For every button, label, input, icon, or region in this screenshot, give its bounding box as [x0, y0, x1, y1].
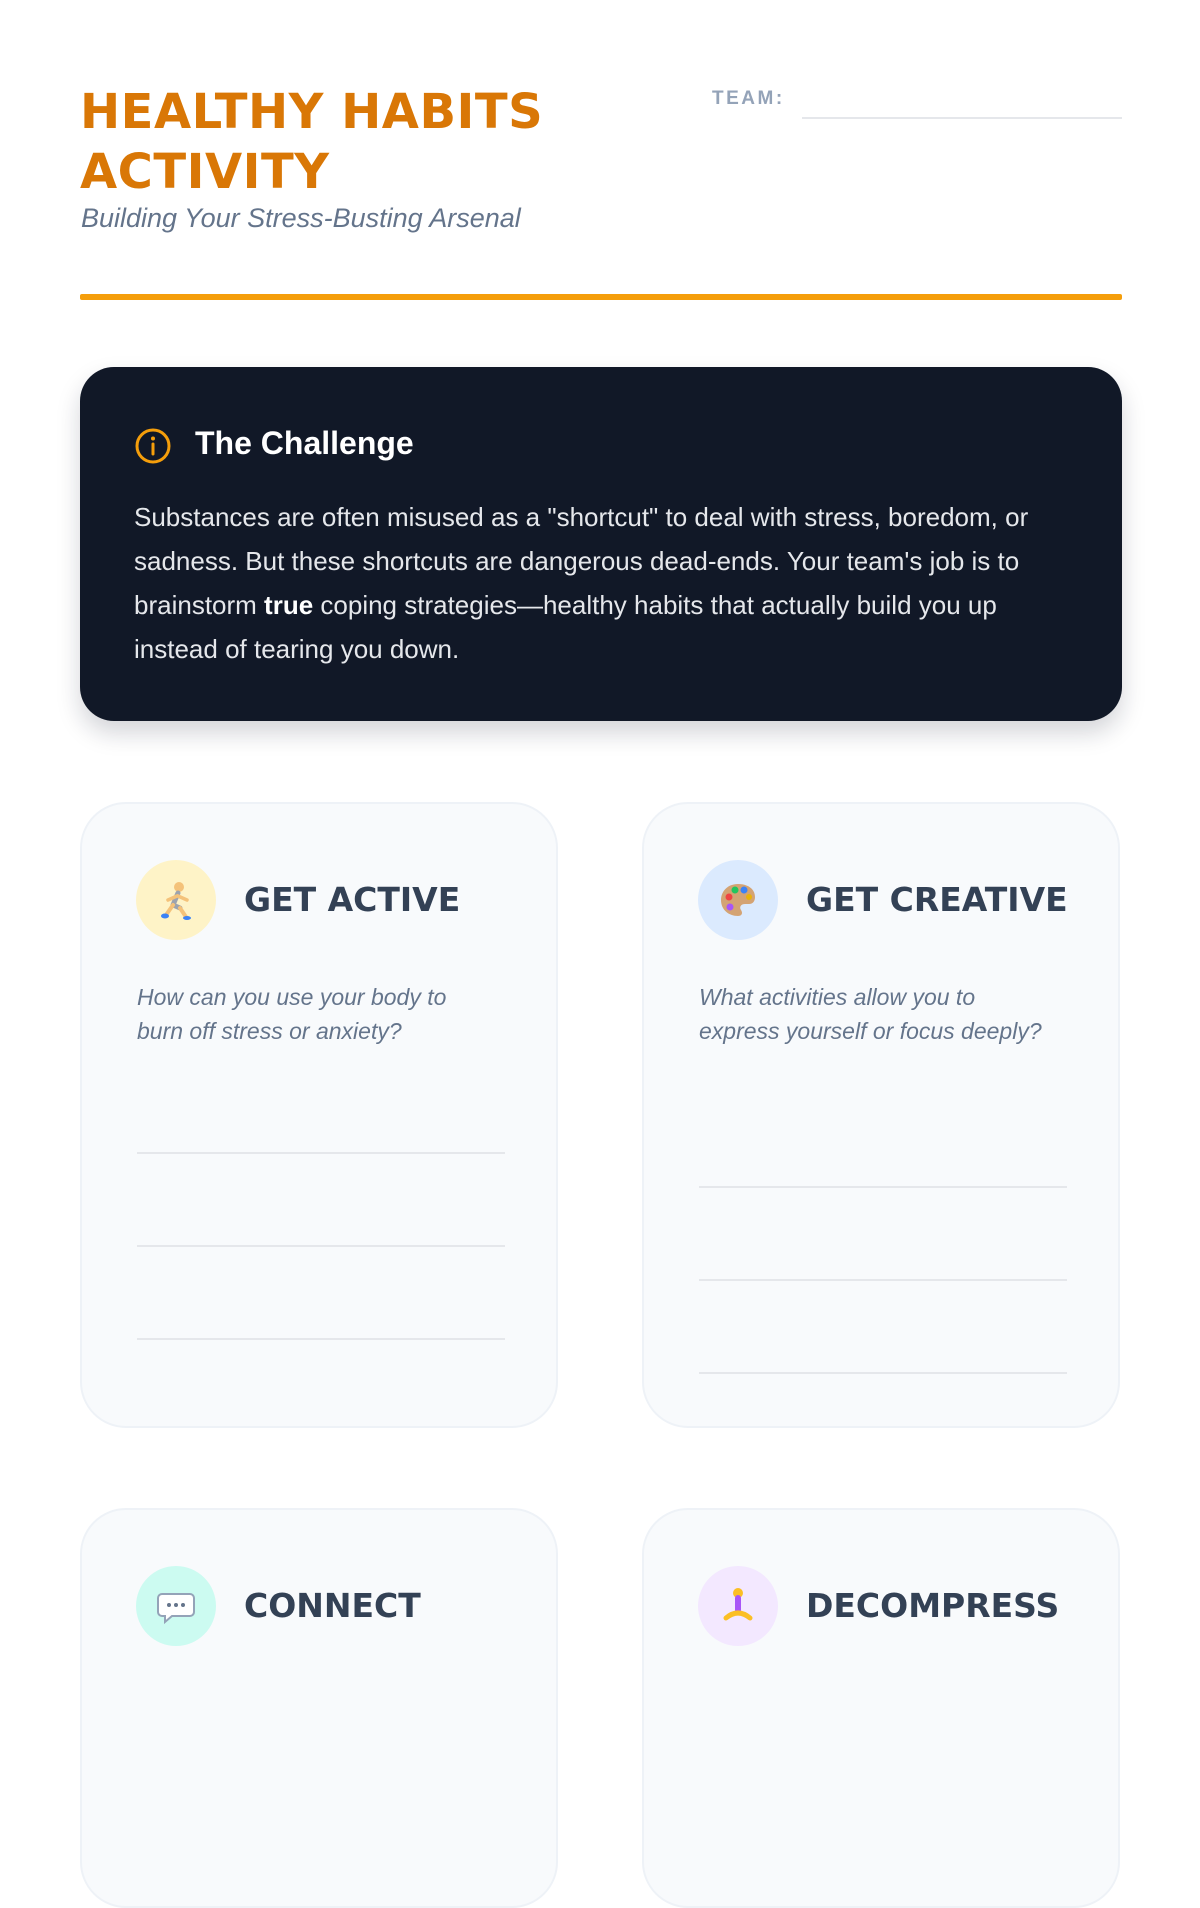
- team-name-field[interactable]: [802, 117, 1122, 119]
- answer-line[interactable]: [699, 1186, 1067, 1188]
- answer-line[interactable]: [699, 1279, 1067, 1281]
- challenge-text-emphasis: true: [264, 590, 314, 620]
- card-title: DECOMPRESS: [806, 1586, 1060, 1625]
- challenge-text: [134, 495, 1064, 671]
- speech-bubble-icon: [156, 1586, 196, 1626]
- answer-line[interactable]: [137, 1245, 505, 1247]
- meditation-icon: [718, 1586, 758, 1626]
- challenge-title: The Challenge: [195, 425, 414, 461]
- habit-card-connect: [80, 1508, 558, 1908]
- challenge-text-part: Substances are often misused as a "shortcut" to deal with stress, boredom, or sadness. But these shortcuts are dangerous dead-ends. Your team's job is to brainstorm: [134, 502, 1029, 620]
- card-question: What activities allow you to express yourself or focus deeply?: [699, 984, 1042, 1044]
- habit-card-decompress: [642, 1508, 1120, 1908]
- card-title: GET CREATIVE: [806, 880, 1068, 919]
- header-divider: [80, 294, 1122, 300]
- challenge-text-part: coping strategies—healthy habits that actually build you up instead of tearing you down.: [134, 590, 997, 664]
- answer-line[interactable]: [137, 1338, 505, 1340]
- habit-card-get-creative: [642, 802, 1120, 1428]
- runner-icon: [156, 880, 196, 920]
- team-label: TEAM:: [712, 88, 785, 109]
- card-icon-circle: [136, 860, 216, 940]
- page-title: HEALTHY HABITS ACTIVITY: [80, 84, 544, 200]
- habit-card-get-active: [80, 802, 558, 1428]
- challenge-card: [80, 367, 1122, 721]
- card-icon-circle: [698, 860, 778, 940]
- info-icon: [134, 427, 172, 465]
- card-question: How can you use your body to burn off stress or anxiety?: [137, 984, 447, 1044]
- answer-line[interactable]: [699, 1372, 1067, 1374]
- card-icon-circle: [136, 1566, 216, 1646]
- card-title: GET ACTIVE: [244, 880, 461, 919]
- card-title: CONNECT: [244, 1586, 421, 1625]
- palette-icon: [718, 880, 758, 920]
- page-subtitle: Building Your Stress-Busting Arsenal: [81, 203, 521, 233]
- answer-line[interactable]: [137, 1152, 505, 1154]
- card-icon-circle: [698, 1566, 778, 1646]
